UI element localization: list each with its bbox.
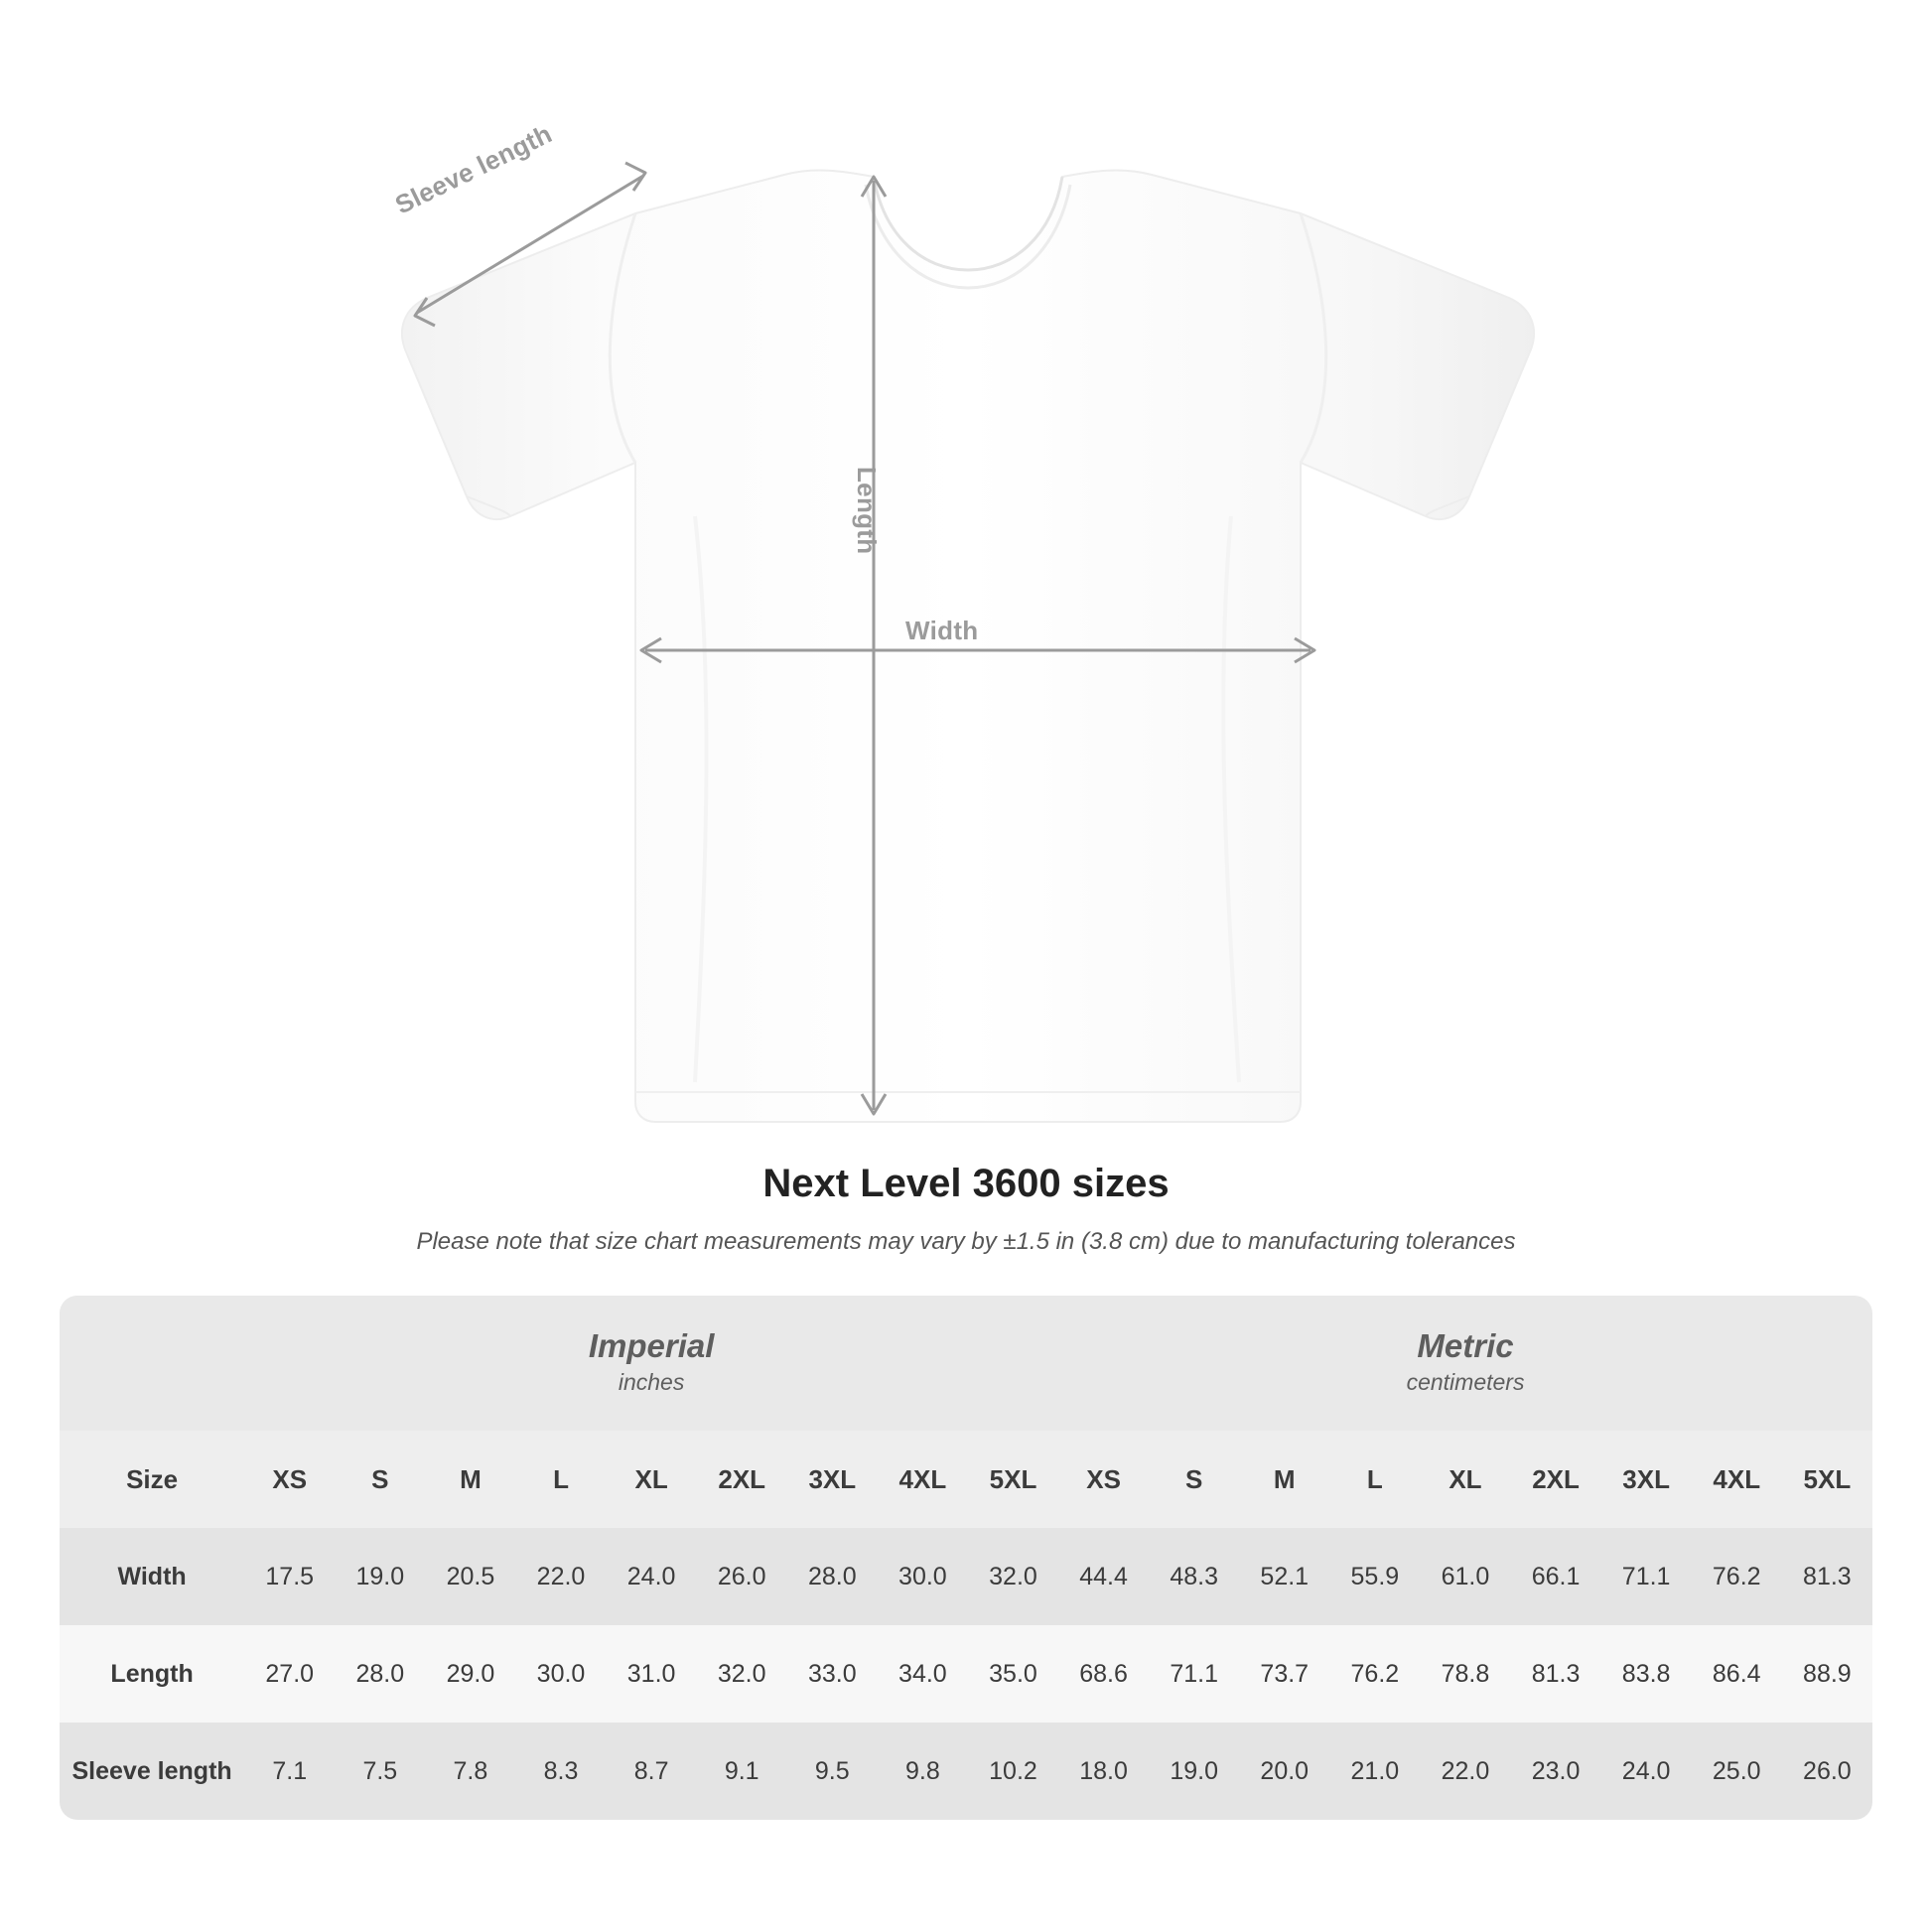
cell-length-imp-3xl: 33.0 [787, 1625, 878, 1723]
cell-length-met-xl: 78.8 [1420, 1625, 1510, 1723]
cell-width-met-m: 52.1 [1239, 1528, 1329, 1625]
cell-sleeve-imp-s: 7.5 [335, 1723, 425, 1820]
cell-length-imp-xs: 27.0 [244, 1625, 335, 1723]
cell-width-imp-m: 20.5 [425, 1528, 515, 1625]
size-col-imperial-l: L [515, 1431, 606, 1528]
unit-imperial-name: Imperial [588, 1326, 715, 1364]
size-col-imperial-3xl: 3XL [787, 1431, 878, 1528]
cell-width-met-l: 55.9 [1329, 1528, 1420, 1625]
cell-width-met-xs: 44.4 [1058, 1528, 1149, 1625]
cell-length-met-2xl: 81.3 [1511, 1625, 1601, 1723]
row-label-width: Width [60, 1528, 244, 1625]
size-col-metric-2xl: 2XL [1511, 1431, 1601, 1528]
size-col-imperial-xl: XL [607, 1431, 697, 1528]
cell-width-met-4xl: 76.2 [1692, 1528, 1782, 1625]
cell-sleeve-imp-4xl: 9.8 [878, 1723, 968, 1820]
cell-length-imp-s: 28.0 [335, 1625, 425, 1723]
size-col-metric-s: S [1149, 1431, 1239, 1528]
size-col-imperial-xs: XS [244, 1431, 335, 1528]
cell-sleeve-met-4xl: 25.0 [1692, 1723, 1782, 1820]
cell-length-imp-xl: 31.0 [607, 1625, 697, 1723]
cell-sleeve-imp-xs: 7.1 [244, 1723, 335, 1820]
unit-imperial-sub: inches [618, 1368, 685, 1395]
cell-sleeve-met-l: 21.0 [1329, 1723, 1420, 1820]
size-col-imperial-4xl: 4XL [878, 1431, 968, 1528]
title-block [0, 1162, 1932, 1256]
size-col-metric-xl: XL [1420, 1431, 1510, 1528]
cell-sleeve-met-5xl: 26.0 [1782, 1723, 1872, 1820]
cell-sleeve-met-s: 19.0 [1149, 1723, 1239, 1820]
cell-length-met-l: 76.2 [1329, 1625, 1420, 1723]
size-col-metric-xs: XS [1058, 1431, 1149, 1528]
cell-length-imp-4xl: 34.0 [878, 1625, 968, 1723]
cell-sleeve-met-xs: 18.0 [1058, 1723, 1149, 1820]
page-title: Next Level 3600 sizes [762, 1162, 1170, 1205]
unit-metric-sub: centimeters [1406, 1368, 1525, 1395]
cell-length-met-xs: 68.6 [1058, 1625, 1149, 1723]
size-col-imperial-m: M [425, 1431, 515, 1528]
cell-width-met-3xl: 71.1 [1601, 1528, 1692, 1625]
cell-sleeve-met-m: 20.0 [1239, 1723, 1329, 1820]
tolerance-note: Please note that size chart measurements may vary by ±1.5 in (3.8 cm) due to manufacturing tolerances [416, 1228, 1516, 1255]
cell-length-met-4xl: 86.4 [1692, 1625, 1782, 1723]
cell-sleeve-imp-l: 8.3 [515, 1723, 606, 1820]
cell-width-imp-xs: 17.5 [244, 1528, 335, 1625]
cell-width-met-5xl: 81.3 [1782, 1528, 1872, 1625]
cell-width-imp-5xl: 32.0 [968, 1528, 1058, 1625]
cell-width-met-xl: 61.0 [1420, 1528, 1510, 1625]
size-col-metric-m: M [1239, 1431, 1329, 1528]
cell-sleeve-met-2xl: 23.0 [1511, 1723, 1601, 1820]
table-row-sleeve-length [60, 1723, 1872, 1820]
corner-cell [60, 1296, 244, 1431]
unit-metric-name: Metric [1417, 1326, 1514, 1364]
size-col-metric-4xl: 4XL [1692, 1431, 1782, 1528]
cell-width-imp-l: 22.0 [515, 1528, 606, 1625]
unit-header-row [60, 1296, 1872, 1431]
cell-sleeve-imp-5xl: 10.2 [968, 1723, 1058, 1820]
cell-length-met-5xl: 88.9 [1782, 1625, 1872, 1723]
unit-imperial-cell [244, 1296, 1058, 1431]
cell-length-met-3xl: 83.8 [1601, 1625, 1692, 1723]
cell-sleeve-imp-3xl: 9.5 [787, 1723, 878, 1820]
cell-length-imp-m: 29.0 [425, 1625, 515, 1723]
row-label-sleeve-length: Sleeve length [60, 1723, 244, 1820]
length-dimension-label: Length [852, 467, 882, 555]
size-col-imperial-5xl: 5XL [968, 1431, 1058, 1528]
cell-sleeve-imp-2xl: 9.1 [697, 1723, 787, 1820]
cell-sleeve-met-xl: 22.0 [1420, 1723, 1510, 1820]
table-row-length [60, 1625, 1872, 1723]
cell-width-imp-4xl: 30.0 [878, 1528, 968, 1625]
cell-sleeve-imp-m: 7.8 [425, 1723, 515, 1820]
cell-length-imp-5xl: 35.0 [968, 1625, 1058, 1723]
size-header-row [60, 1431, 1872, 1528]
cell-width-imp-3xl: 28.0 [787, 1528, 878, 1625]
cell-width-met-s: 48.3 [1149, 1528, 1239, 1625]
size-table [60, 1296, 1872, 1820]
cell-width-imp-s: 19.0 [335, 1528, 425, 1625]
cell-sleeve-met-3xl: 24.0 [1601, 1723, 1692, 1820]
cell-length-imp-2xl: 32.0 [697, 1625, 787, 1723]
row-label-length: Length [60, 1625, 244, 1723]
width-dimension-label: Width [905, 616, 979, 645]
cell-length-imp-l: 30.0 [515, 1625, 606, 1723]
size-col-imperial-2xl: 2XL [697, 1431, 787, 1528]
size-table-wrapper [60, 1296, 1872, 1820]
size-col-imperial-s: S [335, 1431, 425, 1528]
size-header-label: Size [60, 1431, 244, 1528]
table-row-width [60, 1528, 1872, 1625]
cell-width-imp-xl: 24.0 [607, 1528, 697, 1625]
size-col-metric-l: L [1329, 1431, 1420, 1528]
cell-length-met-m: 73.7 [1239, 1625, 1329, 1723]
cell-width-met-2xl: 66.1 [1511, 1528, 1601, 1625]
size-col-metric-5xl: 5XL [1782, 1431, 1872, 1528]
size-col-metric-3xl: 3XL [1601, 1431, 1692, 1528]
unit-metric-cell [1058, 1296, 1872, 1431]
cell-sleeve-imp-xl: 8.7 [607, 1723, 697, 1820]
sleeve-length-dimension-label: Sleeve length [390, 118, 557, 220]
cell-length-met-s: 71.1 [1149, 1625, 1239, 1723]
cell-width-imp-2xl: 26.0 [697, 1528, 787, 1625]
